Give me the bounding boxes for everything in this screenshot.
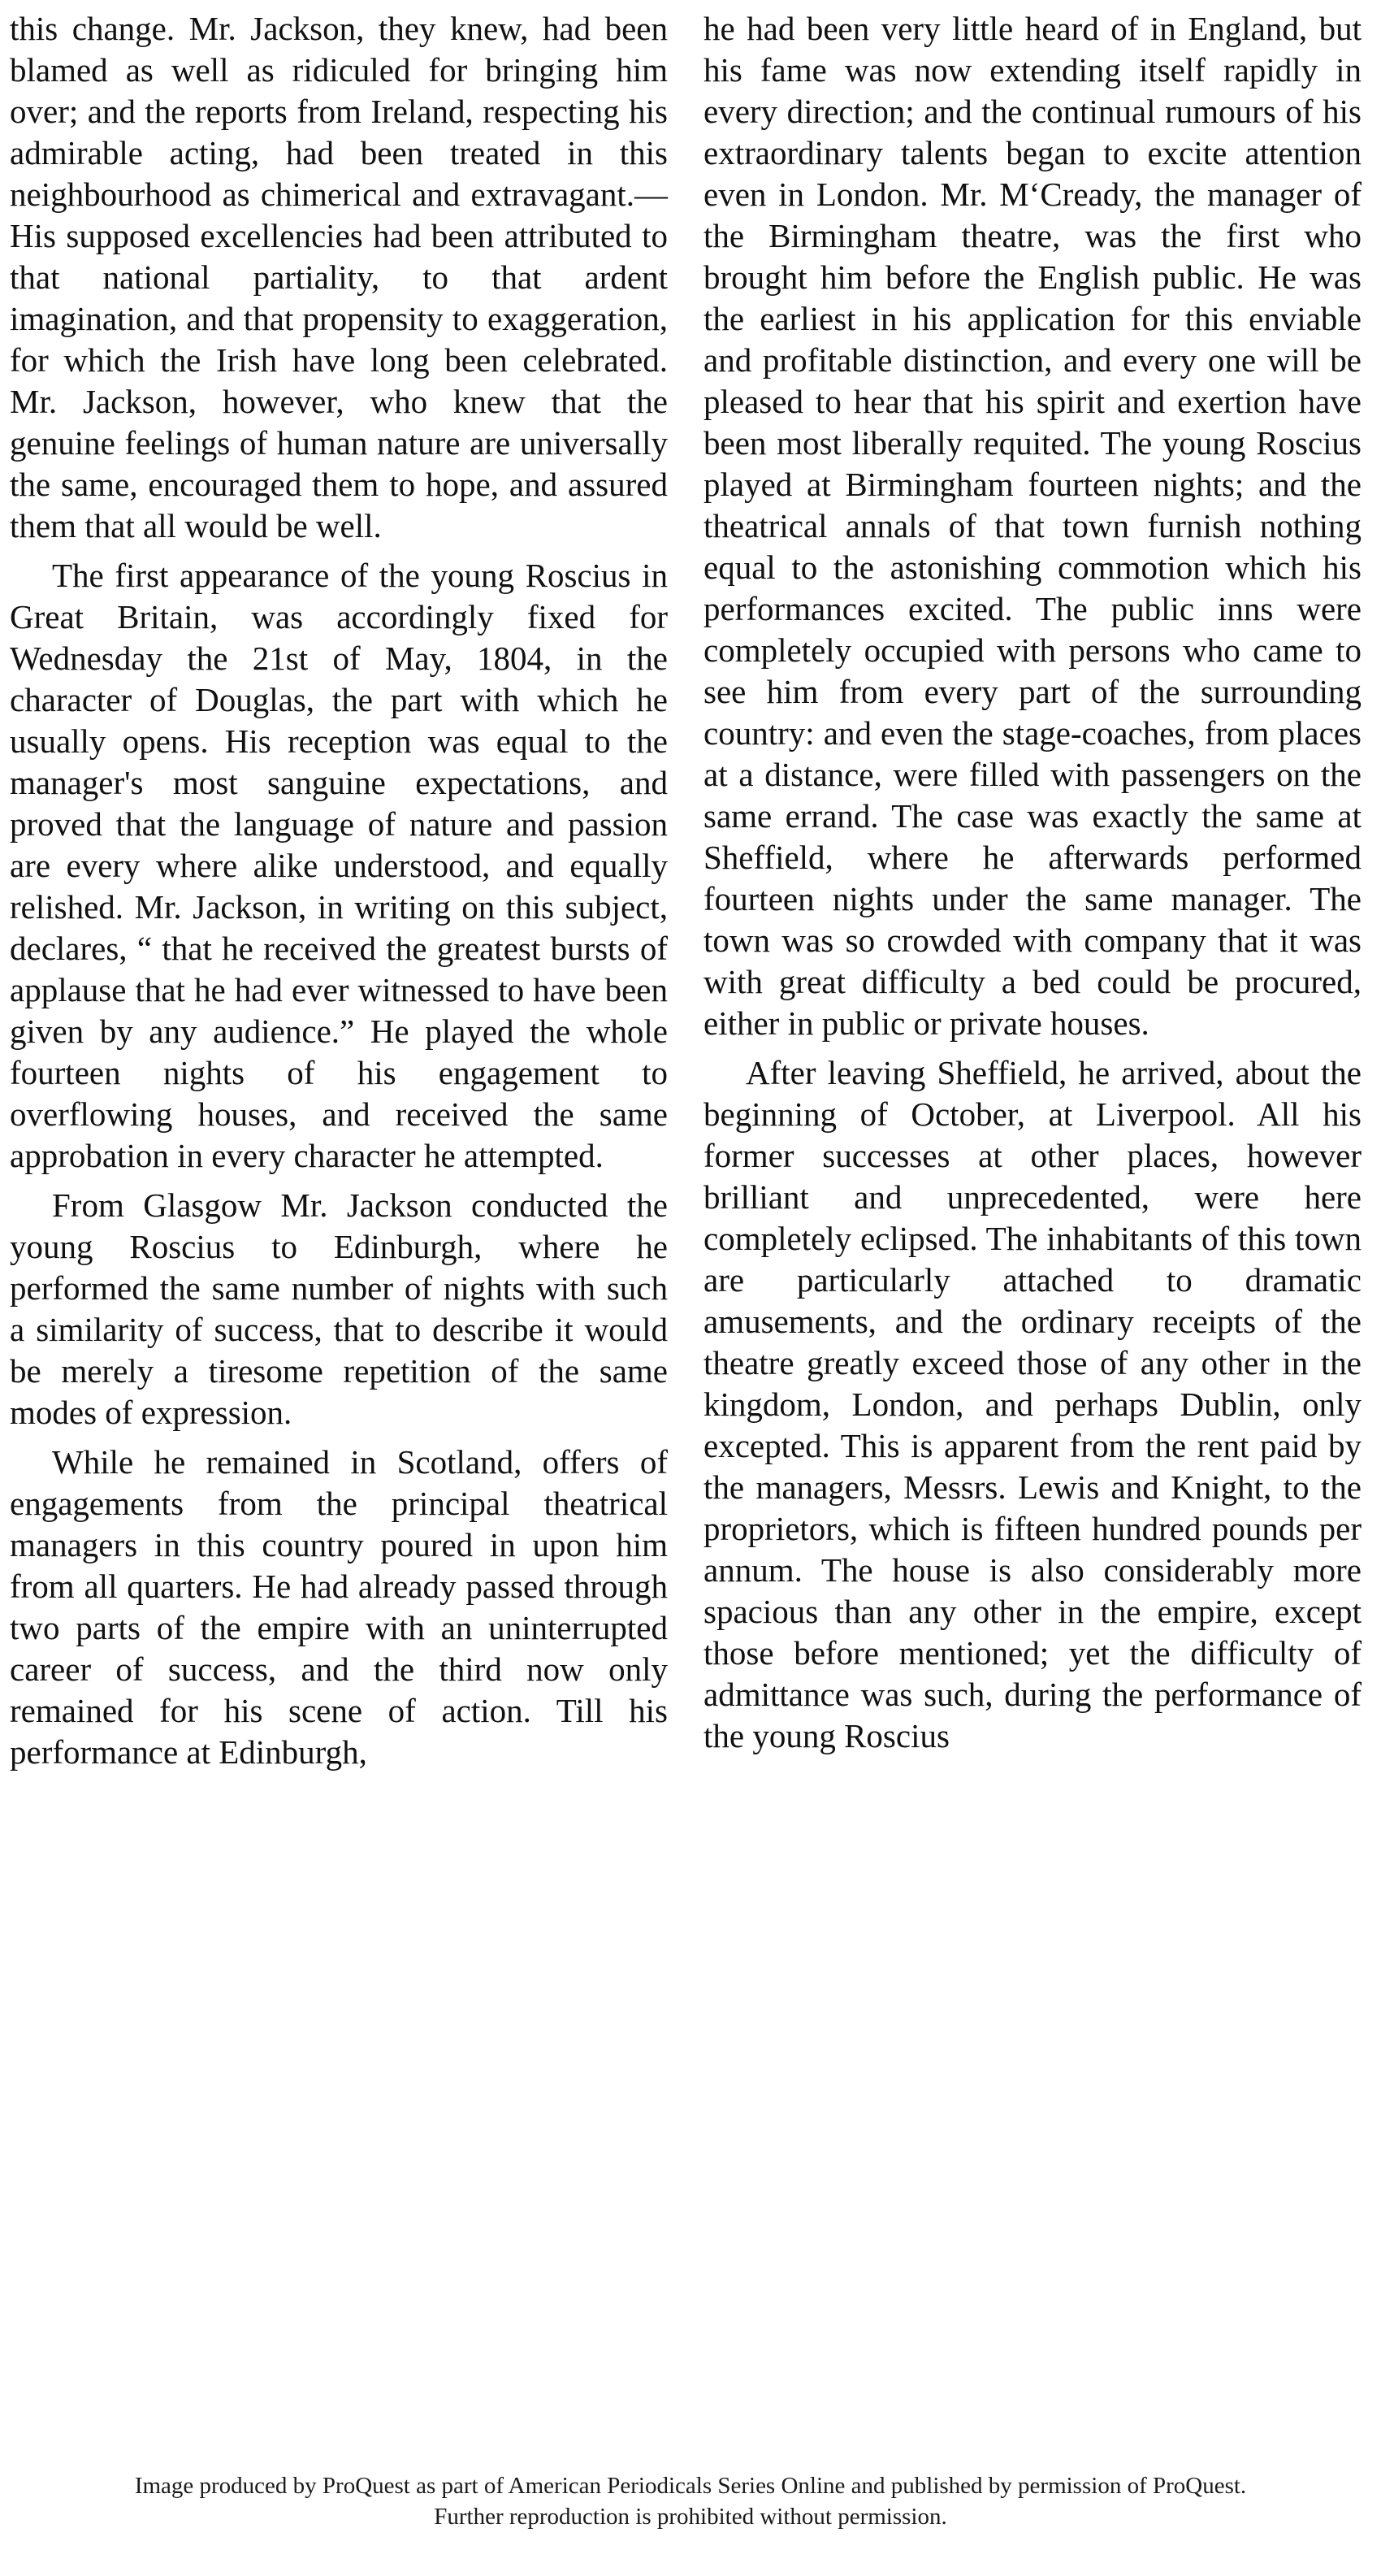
- paragraph: From Glasgow Mr. Jackson conducted the young Roscius to Edinburgh, where he performed the same number of nights with such a similarity of success, that to describe it would be merely a tiresome repetition of the same modes of expression.: [10, 1186, 668, 1431]
- right-column: [703, 8, 1362, 1765]
- footer-line-1: Image produced by ProQuest as part of American Periodicals Series Online and published by permission of ProQuest.: [134, 2473, 1247, 2499]
- paragraph: After leaving Sheffield, he arrived, about the beginning of October, at Liverpool. All his former successes at other places, however brilliant and unprecedented, were here completely eclipsed. The inhabitants of this town are particularly attached to dramatic amusements, and the ordinary receipts of the theatre greatly exceed those of any other in the kingdom, London, and perhaps Dublin, only excepted. This is apparent from the rent paid by the managers, Messrs. Lewis and Knight, to the proprietors, which is fifteen hundred pounds per annum. The house is also considerably more spacious than any other in the empire, except those before mentioned; yet the difficulty of admittance was such, during the performance of the young Roscius: [703, 1054, 1362, 1754]
- paragraph: he had been very little heard of in England, but his fame was now extending itself rapidly in every direction; and the continual rumours of his extraordinary talents began to excite attention even in London. Mr. M‘Cready, the manager of the Birmingham theatre, was the first who brought him before the English public. He was the earliest in his application for this enviable and profitable distinction, and every one will be pleased to hear that his spirit and exertion have been most liberally requited. The young Roscius played at Birmingham fourteen nights; and the theatrical annals of that town furnish nothing equal to the astonishing commotion which his performances excited. The public inns were completely occupied with persons who came to see him from every part of the surrounding country: and even the stage-coaches, from places at a distance, were filled with passengers on the same errand. The case was exactly the same at Sheffield, where he afterwards performed fourteen nights under the same manager. The town was so crowded with company that it was with great difficulty a bed could be procured, either in public or private houses.: [703, 10, 1362, 1042]
- paragraph: The first appearance of the young Roscius in Great Britain, was accordingly fixed for Wednesday the 21st of May, 1804, in the character of Douglas, the part with which he usually opens. His reception was equal to the manager's most sanguine expectations, and proved that the language of nature and passion are every where alike understood, and equally relished. Mr. Jackson, in writing on this subject, declares, “ that he received the greatest bursts of applause that he had ever witnessed to have been given by any audience.” He played the whole fourteen nights of his engagement to overflowing houses, and received the same approbation in every character he attempted.: [10, 557, 668, 1174]
- left-column: [10, 8, 668, 1781]
- paragraph: this change. Mr. Jackson, they knew, had been blamed as well as ridiculed for bringing him over; and the reports from Ireland, respecting his admirable acting, had been treated in this neighbourhood as chimerical and extravagant.— His supposed excellencies had been attributed to that national partiality, to that ardent imagination, and that propensity to exaggeration, for which the Irish have long been celebrated. Mr. Jackson, however, who knew that the genuine feelings of human nature are universally the same, encouraged them to hope, and assured them that all would be well.: [10, 10, 668, 544]
- permission-footer: [0, 2470, 1381, 2532]
- paragraph: While he remained in Scotland, offers of engagements from the principal theatrical managers in this country poured in upon him from all quarters. He had already passed through two parts of the empire with an uninterrupted career of success, and the third now only remained for his scene of action. Till his performance at Edinburgh,: [10, 1443, 668, 1771]
- footer-line-2: Further reproduction is prohibited without permission.: [434, 2504, 947, 2530]
